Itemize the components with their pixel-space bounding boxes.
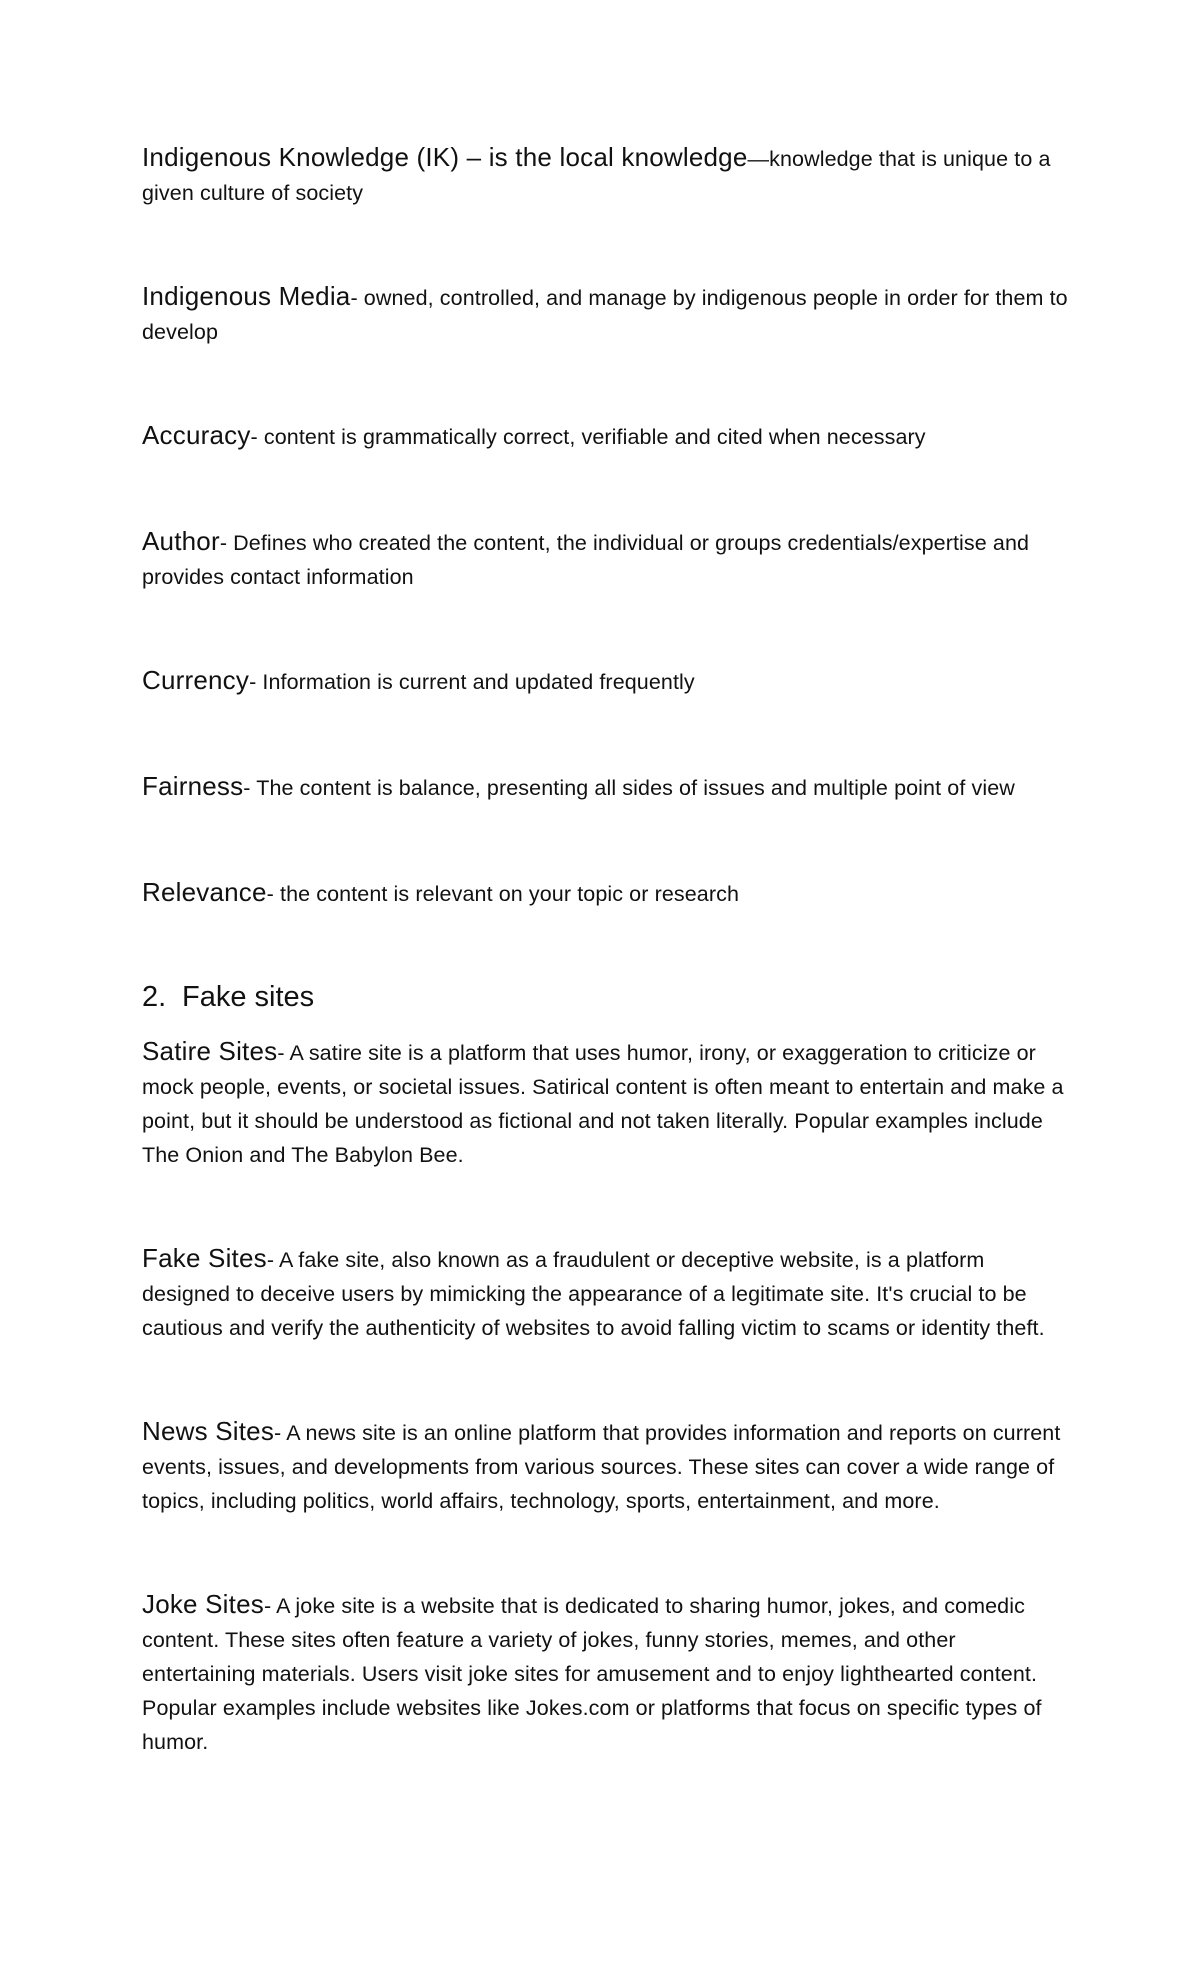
site-term: News Sites [142,1416,275,1446]
definition-text: - owned, controlled, and manage by indigenous people in order for them to develop [142,286,1068,344]
section-heading [142,977,1072,1017]
definition-text: —knowledge that is unique to a given culture of society [142,147,1051,205]
definition-relevance [142,875,1072,911]
definition-text: - The content is balance, presenting all sides of issues and multiple point of view [243,776,1015,800]
site-term: Satire Sites [142,1036,278,1066]
definition-indigenous-knowledge [142,140,1072,210]
site-fake [142,1241,1072,1345]
definition-fairness [142,769,1072,805]
site-text: - A news site is an online platform that provides information and reports on current events, issues, and developments from various sources. These sites can cover a wide range of topics, including politics, world affairs, technology, sports, entertainment, and more. [142,1421,1061,1513]
section-title: Fake sites [182,981,315,1013]
site-joke [142,1587,1072,1759]
site-satire [142,1034,1072,1172]
definition-term: Fairness [142,771,244,801]
site-text: - A fake site, also known as a fraudulent or deceptive website, is a platform designed to deceive users by mimicking the appearance of a legitimate site. It's crucial to be cautious and verify the authenticity of websites to avoid falling victim to scams or identity theft. [142,1248,1045,1340]
site-text: - A satire site is a platform that uses humor, irony, or exaggeration to criticize or mock people, events, or societal issues. Satirical content is often meant to entertain and make a point, but it should be understood as fictional and not taken literally. Popular examples include The Onion and The Babylon Bee. [142,1041,1064,1167]
definition-term: Indigenous Media [142,281,351,311]
definition-term: Author [142,526,220,556]
site-text: - A joke site is a website that is dedicated to sharing humor, jokes, and comedic content. These sites often feature a variety of jokes, funny stories, memes, and other entertaining materials. Users visit joke sites for amusement and to enjoy lighthearted content. Popular examples include websites like Jokes.com or platforms that focus on specific types of humor. [142,1594,1042,1754]
definition-indigenous-media [142,279,1072,349]
section-number: 2. [142,981,167,1013]
site-term: Fake Sites [142,1243,267,1273]
definition-author [142,524,1072,594]
definition-term: Currency [142,665,250,695]
definition-term: Relevance [142,877,267,907]
site-news [142,1414,1072,1518]
definition-currency [142,663,1072,699]
definition-text: - content is grammatically correct, verifiable and cited when necessary [250,425,926,449]
definition-term: Accuracy [142,420,251,450]
site-term: Joke Sites [142,1589,264,1619]
definition-accuracy [142,418,1072,454]
definition-text: - Information is current and updated frequently [249,670,695,694]
document-page [142,140,1072,1759]
definition-term: Indigenous Knowledge (IK) – is the local knowledge [142,142,748,172]
definition-text: - the content is relevant on your topic or research [266,882,740,906]
definition-text: - Defines who created the content, the individual or groups credentials/expertise and provides contact information [142,531,1030,589]
